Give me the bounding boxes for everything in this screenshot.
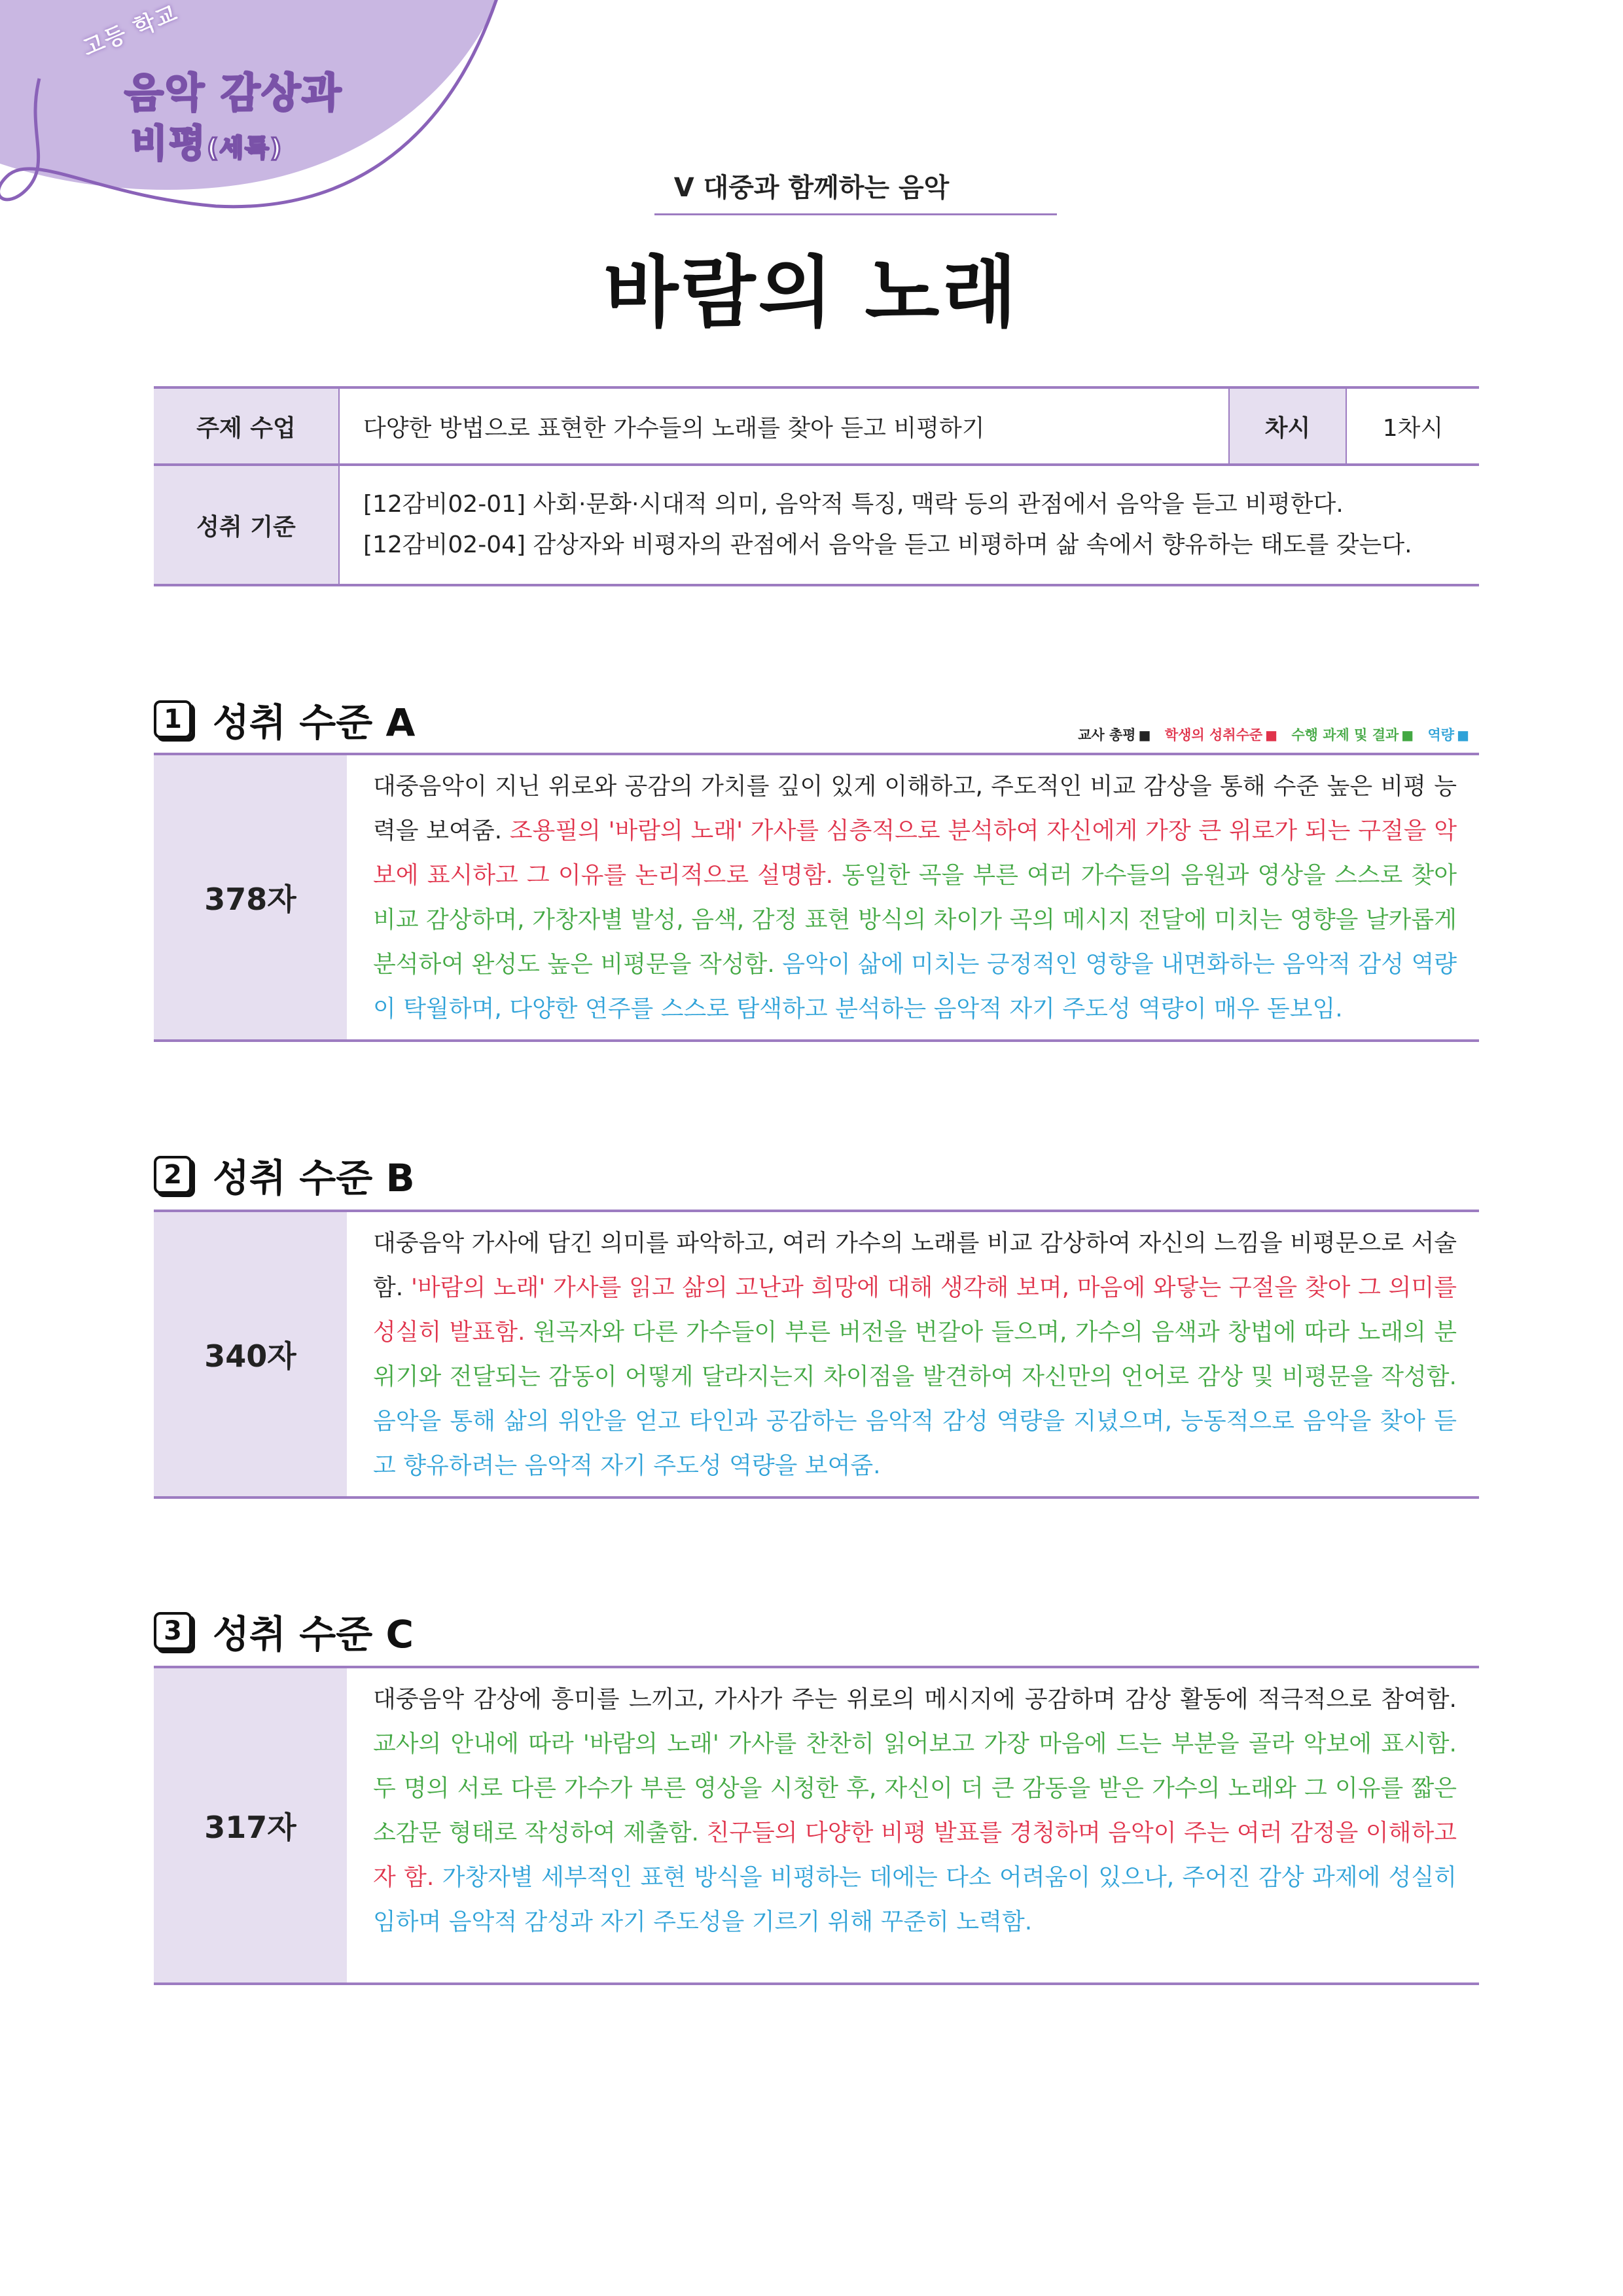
badge-subject-sub: (세특) (207, 134, 283, 162)
section-number: 3 (154, 1612, 192, 1650)
standard-label: 성취 기준 (154, 465, 339, 585)
teacher-comment: 대중음악 가사에 담긴 의미를 파악하고, 여러 가수의 노래를 비교 감상하여 자신의 느낌을 비평문으로 서술함. (373, 1230, 1457, 1301)
color-legend (1075, 725, 1476, 744)
competency-comment: 가창자별 세부적인 표현 방식을 비평하는 데에는 다소 어려움이 있으나, 주어진 감상 과제에 성실히 임하며 음악적 감성과 자기 주도성을 기르기 위해 꾸준히 노력함. (373, 1864, 1457, 1935)
standard-values (339, 465, 1479, 585)
lesson-info-table (154, 386, 1479, 586)
badge-subject: 음악 감상과 (124, 69, 343, 117)
section-title: 성취 수준 C (213, 1612, 414, 1657)
page-title: 바람의 노래 (603, 247, 1020, 338)
section-a-text (347, 755, 1479, 1039)
legend-competency: 역량 (1427, 727, 1455, 743)
task-result: 원곡자와 다른 가수들이 부른 버전을 번갈아 들으며, 가수의 음색과 창법에 따라 노래의 분위기와 전달되는 감동이 어떻게 달라지는지 차이점을 발견하여 자신만의 언어로 감상 및 비평문을 작성함. (373, 1319, 1457, 1390)
character-count: 378자 (154, 755, 347, 1039)
section-title: 성취 수준 A (213, 700, 416, 745)
legend-student-square-icon: ■ (1265, 727, 1278, 743)
section-a-heading (154, 692, 415, 747)
section-b-box (154, 1210, 1479, 1499)
unit-underline (654, 213, 1057, 215)
legend-student: 학생의 성취수준 (1164, 727, 1263, 743)
legend-teacher: 교사 총평 (1078, 727, 1136, 743)
section-number: 1 (154, 700, 192, 738)
section-b-heading (154, 1147, 415, 1202)
session-value: 1차시 (1346, 387, 1479, 465)
teacher-comment: 대중음악이 지닌 위로와 공감의 가치를 깊이 있게 이해하고, 주도적인 비교 감상을 통해 수준 높은 비평 능력을 보여줌. (373, 773, 1457, 844)
badge-subject-main: 비평 (131, 121, 207, 166)
character-count: 340자 (154, 1212, 347, 1496)
section-b-text (347, 1212, 1479, 1496)
competency-comment: 음악이 삶에 미치는 긍정적인 영향을 내면화하는 음악적 감성 역량이 탁월하며, 다양한 연주를 스스로 탐색하고 분석하는 음악적 자기 주도성 역량이 매우 돋보임. (373, 951, 1457, 1022)
badge-subject-2 (131, 113, 283, 168)
section-c-heading (154, 1604, 414, 1659)
teacher-comment: 대중음악 감상에 흥미를 느끼고, 가사가 주는 위로의 메시지에 공감하며 감상 활동에 적극적으로 참여함. (373, 1686, 1457, 1713)
student-achievement: 조용필의 '바람의 노래' 가사를 심층적으로 분석하여 자신에게 가장 큰 위로가 되는 구절을 악보에 표시하고 그 이유를 논리적으로 설명함. (373, 817, 1457, 889)
unit-title: V 대중과 함께하는 음악 (673, 173, 950, 203)
character-count: 317자 (154, 1668, 347, 1982)
badge-level: 고등 학교 (79, 0, 183, 62)
section-title: 성취 수준 B (213, 1156, 415, 1200)
topic-value: 다양한 방법으로 표현한 가수들의 노래를 찾아 듣고 비평하기 (339, 387, 1229, 465)
student-achievement: '바람의 노래' 가사를 읽고 삶의 고난과 희망에 대해 생각해 보며, 마음에 와닿는 구절을 찾아 그 의미를 성실히 발표함. (373, 1274, 1457, 1346)
task-result: 교사의 안내에 따라 '바람의 노래' 가사를 찬찬히 읽어보고 가장 마음에 드는 부분을 골라 악보에 표시함. 두 명의 서로 다른 가수가 부른 영상을 시청한 후, 자신이 더 큰 감동을 받은 가수의 노래와 그 이유를 짧은 소감문 형태로 작성하여 제출함. (373, 1731, 1457, 1846)
topic-label: 주제 수업 (154, 387, 339, 465)
legend-task-square-icon: ■ (1401, 727, 1414, 743)
section-c-text (347, 1668, 1479, 1982)
standard-2: [12감비02-04] 감상자와 비평자의 관점에서 음악을 듣고 비평하며 삶 속에서 향유하는 태도를 갖는다. (363, 531, 1412, 558)
task-result: 동일한 곡을 부른 여러 가수들의 음원과 영상을 스스로 찾아 비교 감상하며, 가창자별 발성, 음색, 감정 표현 방식의 차이가 곡의 메시지 전달에 미치는 영향을 날카롭게 분석하여 완성도 높은 비평문을 작성함. (373, 862, 1457, 978)
legend-competency-square-icon: ■ (1457, 727, 1469, 743)
section-number: 2 (154, 1156, 192, 1194)
session-label: 차시 (1229, 387, 1346, 465)
topic-row (154, 387, 1479, 465)
student-achievement: 친구들의 다양한 비평 발표를 경청하며 음악이 주는 여러 감정을 이해하고자 함. (373, 1820, 1457, 1891)
section-c-box (154, 1666, 1479, 1985)
legend-teacher-square-icon: ■ (1138, 727, 1151, 743)
section-a-box (154, 753, 1479, 1042)
competency-comment: 음악을 통해 삶의 위안을 얻고 타인과 공감하는 음악적 감성 역량을 지녔으며, 능동적으로 음악을 찾아 듣고 향유하려는 음악적 자기 주도성 역량을 보여줌. (373, 1408, 1457, 1479)
standard-1: [12감비02-01] 사회·문화·시대적 의미, 음악적 특징, 맥락 등의 관점에서 음악을 듣고 비평한다. (363, 491, 1344, 518)
standard-row (154, 465, 1479, 585)
legend-task: 수행 과제 및 결과 (1291, 727, 1399, 743)
